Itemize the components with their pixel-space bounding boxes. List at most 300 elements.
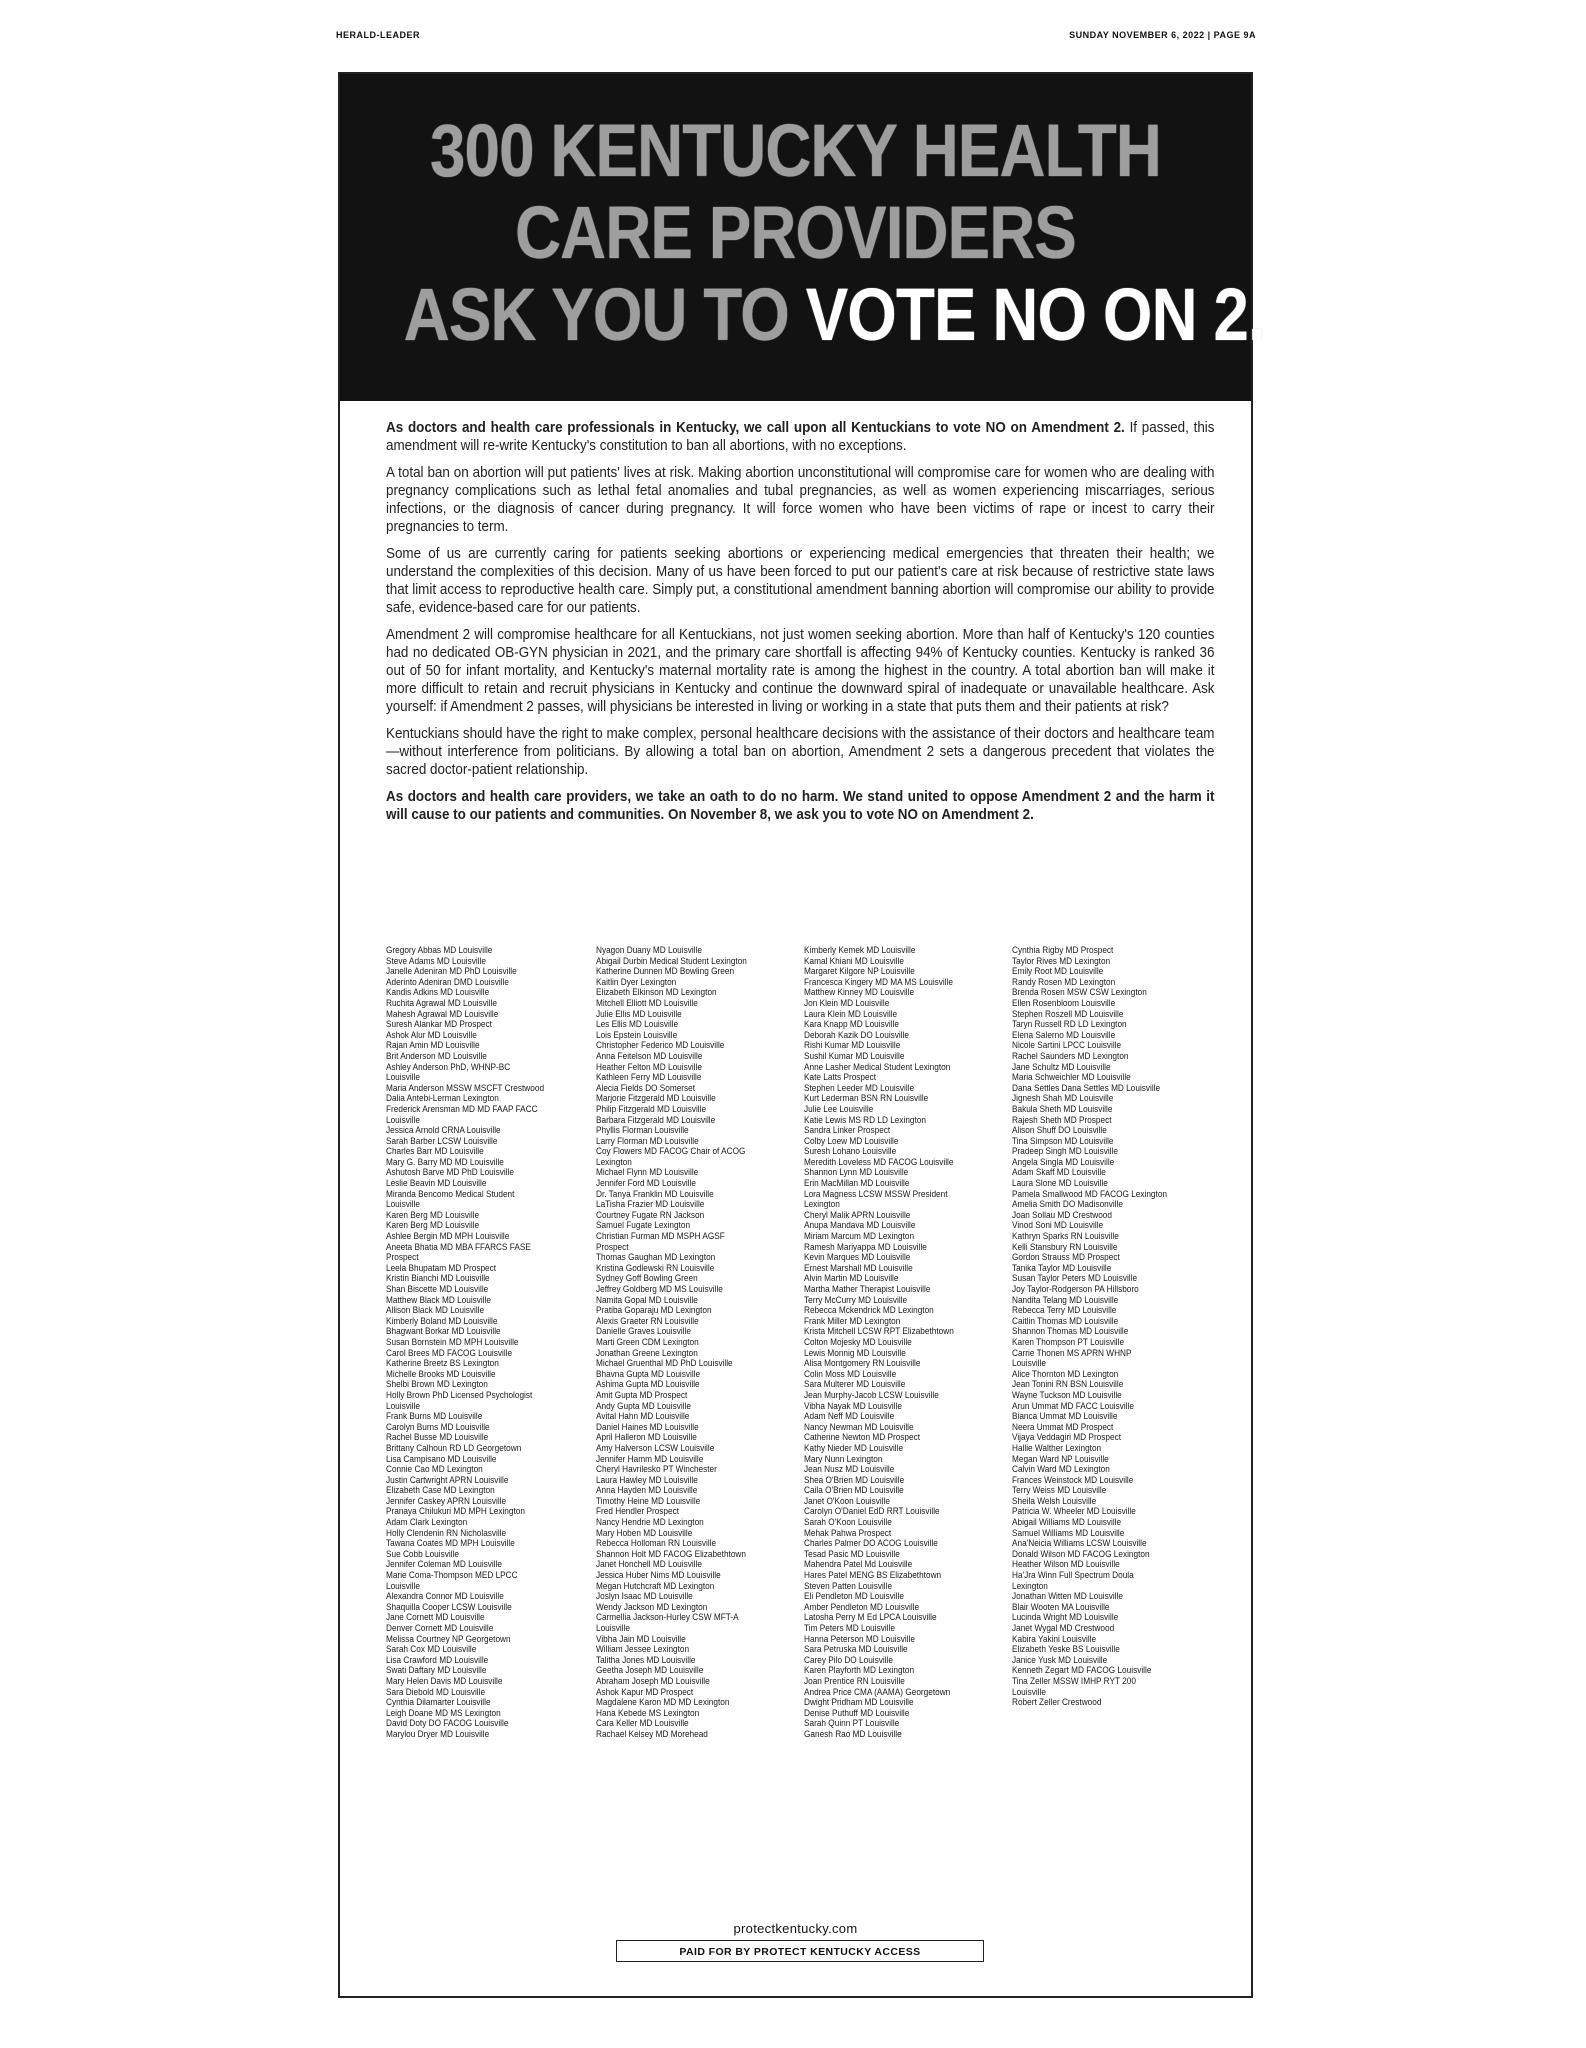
signatory-entry: Michael Flynn MD Louisville [596,1167,699,1179]
signatory-entry: Robert Zeller Crestwood [1012,1697,1102,1709]
signatory-entry: Bianca Ummat MD Louisville [1012,1411,1118,1423]
signatory-entry: Arun Ummat MD FACC Louisville [1012,1400,1134,1412]
newspaper-masthead [336,30,1256,44]
signatory-entry: Rebecca Mckendrick MD Lexington [804,1305,934,1317]
signatory-entry: Ana'Neicia Williams LCSW Louisville [1012,1538,1147,1550]
signatory-entry: Alvin Martin MD Louisville [804,1273,899,1285]
signatory-entry: Bhagwant Borkar MD Louisville [386,1326,501,1338]
signatory-entry: Sarah O'Koon Louisville [804,1517,892,1529]
signatory-entry: Jennifer Coleman MD Louisville [386,1559,503,1571]
signatory-entry: Kurt Lederman BSN RN Louisville [804,1093,929,1105]
signatory-entry: Lisa Crawford MD Louisville [386,1654,489,1666]
signatory-entry: Katie Lewis MS RD LD Lexington [804,1114,926,1126]
newspaper-name: HERALD-LEADER [336,30,420,40]
signatory-entry: Sara Petruska MD Louisville [804,1644,908,1656]
signatory-entry: Ashok Kapur MD Prospect [596,1686,694,1698]
signatory-entry: Jessica Arnold CRNA Louisville [386,1125,501,1137]
signatory-entry: Louisville [386,1072,420,1084]
signatory-entry: Kimberly Boland MD Louisville [386,1315,498,1327]
signatory-entry: Louisville [386,1114,420,1126]
signatory-entry: Vibha Nayak MD Louisville [804,1400,902,1412]
signatory-entry: Aneeta Bhatia MD MBA FFARCS FASE [386,1241,531,1253]
signatory-entry: Louisville [596,1623,630,1634]
signatory-entry: Karen Berg MD Louisville [386,1220,480,1232]
signatory-entry: Denver Cornett MD Louisville [386,1623,494,1634]
signatory-entry: Shea O'Brien MD Louisville [804,1474,905,1486]
signatory-entry: Lisa Campisano MD Louisville [386,1453,497,1465]
signatory-entry: Samuel Fugate Lexington [596,1220,691,1232]
signatory-entry: Alexandra Connor MD Louisville [386,1591,504,1603]
headline-prefix: ASK YOU TO [403,273,806,356]
signatory-entry: Louisville [386,1199,420,1211]
signatory-entry: Laura Hawley MD Louisville [596,1474,698,1486]
signatory-entry: William Jessee Lexington [596,1644,690,1656]
signatory-entry: Janice Yusk MD Louisville [1012,1654,1108,1666]
signatory-entry: Hares Patel MENG BS Elizabethtown [804,1570,942,1582]
signatory-entry: Courtney Fugate RN Jackson [596,1209,705,1221]
signatory-entry: Fred Hendler Prospect [596,1506,680,1518]
signatory-entry: Alison Shuff DO Louisville [1012,1125,1107,1137]
signatory-entry: Kate Latts Prospect [804,1072,877,1084]
signatory-entry: LaTisha Frazier MD Louisville [596,1199,705,1211]
signatory-entry: Vinod Soni MD Louisville [1012,1220,1104,1232]
signatory-entry: Randy Rosen MD Lexington [1012,976,1116,988]
signatory-entry: Andy Gupta MD Louisville [596,1400,691,1412]
signatory-entry: Mary Nunn Lexington [804,1453,883,1465]
signatory-entry: Anna Hayden MD Louisville [596,1485,698,1497]
signatory-entry: Charles Barr MD Louisville [386,1146,484,1158]
signatory-entry: Cheryl Malik APRN Louisville [804,1209,911,1221]
signatory-entry: Frank Miller MD Lexington [804,1315,901,1327]
signatory-entry: Jean Nusz MD Louisville [804,1464,895,1476]
signatory-entry: Vijaya Veddagiri MD Prospect [1012,1432,1122,1444]
signatory-entry: Leslie Beavin MD Louisville [386,1178,487,1190]
signatory-entry: Allison Black MD Louisville [386,1305,485,1317]
signatory-entry: Deborah Kazik DO Louisville [804,1029,910,1041]
signatory-entry: Shan Biscette MD Louisville [386,1284,489,1295]
signatory-entry: Latosha Perry M Ed LPCA Louisville [804,1612,937,1624]
signatory-entry: Kamal Khiani MD Louisville [804,955,904,967]
signatory-entry: Sara Diebold MD Louisville [386,1686,486,1698]
signatory-entry: Dalia Antebi-Lerman Lexington [386,1093,499,1105]
signatory-entry: Kandis Adkins MD Louisville [386,987,490,999]
signatory-entry: Michael Gruenthal MD PhD Louisville [596,1358,733,1370]
signatory-entry: Ha'Jra Winn Full Spectrum Doula [1012,1570,1134,1582]
signatory-entry: Lexington [1012,1580,1048,1592]
signatory-entry: Cara Keller MD Louisville [596,1718,689,1730]
signatory-entry: Miranda Bencomo Medical Student [386,1188,515,1200]
signatory-entry: Colin Moss MD Louisville [804,1368,897,1380]
signatory-entry: Tim Peters MD Louisville [804,1623,895,1634]
signatory-entry: Larry Florman MD Louisville [596,1135,699,1147]
signatory-entry: Bhavna Gupta MD Louisville [596,1368,701,1380]
signatory-entry: Jennifer Ford MD Louisville [596,1178,696,1190]
signatory-entry: Amy Halverson LCSW Louisville [596,1442,715,1454]
signatory-entry: Brit Anderson MD Louisville [386,1050,487,1062]
signatory-entry: Amit Gupta MD Prospect [596,1389,688,1401]
signatory-entry: Andrea Price CMA (AAMA) Georgetown [804,1686,951,1698]
signatory-entry: Stephen Roszell MD Louisville [1012,1008,1124,1020]
signatory-entry: Pradeep Singh MD Louisville [1012,1146,1118,1158]
signatory-entry: Erin MacMillan MD Louisville [804,1178,910,1190]
signatory-entry: Heather Wilson MD Louisville [1012,1559,1120,1571]
signatory-entry: Talitha Jones MD Louisville [596,1654,696,1666]
signatory-entry: Elizabeth Elkinson MD Lexington [596,987,717,999]
signatory-entry: Joan Prentice RN Louisville [804,1675,905,1687]
signatory-entry: Marti Green CDM Lexington [596,1336,699,1348]
signatory-entry: Leela Bhupatam MD Prospect [386,1262,497,1274]
signatory-entry: Mary Hoben MD Louisville [596,1527,693,1539]
signatory-entry: Christian Furman MD MSPH AGSF [596,1231,725,1243]
signatory-entry: Leigh Doane MD MS Lexington [386,1707,501,1719]
signatory-entry: Anne Lasher Medical Student Lexington [804,1061,951,1073]
signatory-entry: Jeffrey Goldberg MD MS Louisville [596,1284,723,1295]
signatory-entry: Patricia W. Wheeler MD Louisville [1012,1506,1136,1518]
signatory-entry: Matthew Kinney MD Louisville [804,987,915,999]
signatory-entry: Mitchell Elliott MD Louisville [596,997,698,1009]
signatory-entry: Miriam Marcum MD Lexington [804,1231,915,1243]
signatory-entry: Coy Flowers MD FACOG Chair of ACOG [596,1146,746,1158]
signatory-entry: Alisa Montgomery RN Louisville [804,1358,921,1370]
signatory-entry: Shannon Lynn MD Louisville [804,1167,909,1179]
signatory-entry: Holly Brown PhD Licensed Psychologist [386,1389,533,1401]
signatory-entry: Gregory Abbas MD Louisville [386,945,493,956]
signatory-entry: Jennifer Caskey APRN Louisville [386,1495,507,1507]
signatory-entry: Connie Cao MD Lexington [386,1464,483,1476]
signatory-entry: Lora Magness LCSW MSSW President [804,1188,948,1200]
signatory-entry: Ashima Gupta MD Louisville [596,1379,700,1391]
signatory-entry: Nandita Telang MD Louisville [1012,1294,1119,1306]
signatory-entry: Denise Puthuff MD Louisville [804,1707,910,1719]
signatory-entry: Sara Multerer MD Louisville [804,1379,906,1391]
signatory-entry: Philip Fitzgerald MD Louisville [596,1103,707,1115]
paragraph-1-rest: If passed, this amendment will re-write Kentucky's constitution to ban all abortions, with no exceptions. [386,420,1215,454]
signatory-entry: Brittany Calhoun RD LD Georgetown [386,1442,522,1454]
signatory-entry: Pranaya Chilukuri MD MPH Lexington [386,1506,525,1518]
signatory-entry: Les Ellis MD Louisville [596,1019,679,1031]
signatory-entry: Carolyn Burns MD Louisville [386,1421,490,1433]
signatory-entry: Katherine Dunnen MD Bowling Green [596,966,735,978]
signatory-entry: Marylou Dryer MD Louisville [386,1728,490,1740]
signatory-entry: Janet O'Koon Louisville [804,1495,890,1507]
signatory-entry: Sushil Kumar MD Louisville [804,1050,905,1062]
signatory-entry: Adam Neff MD Louisville [804,1411,895,1423]
signatory-entry: Megan Ward NP Louisville [1012,1453,1109,1465]
signatory-entry: Nancy Hendrie MD Lexington [596,1517,704,1529]
signatory-entry: Jessica Huber Nims MD Louisville [596,1570,721,1582]
signatory-entry: Rajesh Sheth MD Prospect [1012,1114,1112,1126]
signatory-entry: Sydney Goff Bowling Green [596,1273,698,1285]
signatory-entry: Rachel Saunders MD Lexington [1012,1050,1129,1062]
signatory-entry: Steven Patten Louisville [804,1580,893,1592]
signatory-entry: Donald Wilson MD FACOG Lexington [1012,1548,1150,1560]
signatory-entry: Tawana Coates MD MPH Louisville [386,1538,515,1550]
signatory-entry: Hanna Peterson MD Louisville [804,1633,915,1645]
signatory-entry: Melissa Courtney NP Georgetown [386,1633,511,1645]
page-date-label: SUNDAY NOVEMBER 6, 2022 | PAGE 9A [1069,30,1256,40]
signatory-entry: Janet Wygal MD Crestwood [1012,1623,1115,1634]
signatory-entry: Rachel Busse MD Louisville [386,1432,489,1444]
signatory-entry: Carrie Thonen MS APRN WHNP [1012,1347,1132,1359]
signatory-entry: Calvin Ward MD Lexington [1012,1464,1110,1476]
signatory-entry: Shelbi Brown MD Lexington [386,1379,488,1391]
signatory-entry: Ashutosh Barve MD PhD Louisville [386,1167,514,1179]
signatory-entry: Pamela Smallwood MD FACOG Lexington [1012,1188,1168,1200]
signatory-entry: Vibha Jain MD Louisville [596,1633,686,1645]
signatory-entry: Aderinto Adeniran DMD Louisville [386,976,509,988]
signatory-entry: Tina Simpson MD Louisville [1012,1135,1114,1147]
signatory-entry: Geetha Joseph MD Louisville [596,1665,704,1677]
headline [403,109,1265,356]
headline-emphasis: VOTE NO ON 2. [805,273,1265,356]
signatory-entry: Emily Root MD Louisville [1012,966,1104,978]
signatory-entry: Karen Playforth MD Lexington [804,1665,915,1677]
signatory-entry: Prospect [596,1241,629,1253]
signatory-entry: Kathleen Ferry MD Louisville [596,1072,702,1084]
signatory-entry: Elizabeth Yeske BS Louisville [1012,1644,1120,1656]
signatory-entry: Karen Berg MD Louisville [386,1209,480,1221]
signatory-entry: Janet Honchell MD Louisville [596,1559,702,1571]
signatory-entry: Kristin Bianchi MD Louisville [386,1273,490,1285]
signatory-entry: Caitlin Thomas MD Louisville [1012,1315,1119,1327]
signatory-entry: Nancy Newman MD Louisville [804,1421,914,1433]
signatory-entry: Joslyn Isaac MD Louisville [596,1591,693,1603]
signatory-entry: Sue Cobb Louisville [386,1548,459,1560]
signatory-entry: Anna Feitelson MD Louisville [596,1050,703,1062]
signatory-entry: Louisville [1012,1686,1046,1698]
signatory-entry: Karen Thompson PT Louisville [1012,1336,1125,1348]
signatory-entry: Alexis Graeter RN Louisville [596,1315,699,1327]
signatory-entry: Lois Epstein Louisville [596,1029,678,1041]
signatory-entry: Laura Slone MD Louisville [1012,1178,1108,1190]
signatory-entry: Carolyn O'Daniel EdD RRT Louisville [804,1506,940,1518]
signatory-entry: Timothy Heine MD Louisville [596,1495,701,1507]
signatory-entry: Susan Bornstein MD MPH Louisville [386,1336,519,1348]
signatory-entry: Tesad Pasic MD Louisville [804,1548,900,1560]
signatory-entry: Heather Felton MD Louisville [596,1061,702,1073]
signatory-entry: Kabira Yakini Louisville [1012,1633,1097,1645]
signatory-entry: Ashley Anderson PhD, WHNP-BC [386,1061,511,1073]
signatory-entry: Eli Pendleton MD Louisville [804,1591,904,1603]
signatory-entry: Colton Mojesky MD Louisville [804,1336,912,1348]
signatory-entry: Meredith Loveless MD FACOG Louisville [804,1156,954,1168]
signatory-entry: Maria Schweichler MD Louisville [1012,1072,1131,1084]
signatory-entry: Louisville [386,1400,420,1412]
signatory-entry: Kathy Nieder MD Louisville [804,1442,904,1454]
signatory-entry: Elizabeth Case MD Lexington [386,1485,495,1497]
signatory-entry: Joy Taylor-Rodgerson PA Hillsboro [1012,1284,1139,1295]
signatory-entry: Dana Settles Dana Settles MD Louisville [1012,1082,1161,1094]
signatory-entry: Hana Kebede MS Lexington [596,1707,700,1719]
signatory-entry: Shannon Thomas MD Louisville [1012,1326,1129,1338]
signatory-entry: Kaitlin Dyer Lexington [596,976,677,988]
signatory-entry: Kenneth Zegart MD FACOG Louisville [1012,1665,1152,1677]
signatory-entry: Jean Murphy-Jacob LCSW Louisville [804,1389,939,1401]
signatory-entry: Martha Mather Therapist Louisville [804,1284,931,1295]
signatory-entry: Rebecca Terry MD Louisville [1012,1305,1117,1317]
signatory-entry: Kathryn Sparks RN Louisville [1012,1231,1119,1243]
signatory-entry: Kristina Godlewski RN Louisville [596,1262,715,1274]
headline-line-2: CARE PROVIDERS [515,191,1076,274]
signatory-entry: Cheryl Havrilesko PT Winchester [596,1464,717,1476]
signatory-entry: Abigail Durbin Medical Student Lexington [596,955,747,967]
signatory-entry: Michelle Brooks MD Louisville [386,1368,496,1380]
signatory-entry: Catherine Newton MD Prospect [804,1432,921,1444]
signatory-entry: Ernest Marshall MD Louisville [804,1262,913,1274]
signatory-entry: Lexington [804,1199,840,1211]
signatory-entry: Alice Thornton MD Lexington [1012,1368,1119,1380]
signatory-entry: Neera Ummat MD Prospect [1012,1421,1114,1433]
signatories-column-2 [596,946,802,1741]
signatory-entry: Pratiba Goparaju MD Lexington [596,1305,712,1317]
paragraph-3: Some of us are currently caring for patients seeking abortions or experiencing medical emergencies that threaten their health; we understand the complexities of this decision. Many of us have been forced to put our patient's care at risk because of restrictive state laws that limit access to reproductive health care. Simply put, a constitutional amendment banning abortion will compromise our ability to provide safe, evidence-based care for our patients. [386,546,1215,616]
signatory-entry: Lucinda Wright MD Louisville [1012,1612,1119,1624]
signatory-entry: Brenda Rosen MSW CSW Lexington [1012,987,1147,999]
signatory-entry: Sarah Barber LCSW Louisville [386,1135,498,1147]
signatories-column-3 [804,946,1010,1741]
signatory-entry: Nicole Sartini LPCC Louisville [1012,1040,1122,1052]
signatory-entry: Wayne Tuckson MD Louisville [1012,1389,1122,1401]
signatories-column-4 [1012,946,1218,1709]
signatory-entry: Holly Clendenin RN Nicholasville [386,1527,507,1539]
signatory-entry: Rajan Amin MD Louisville [386,1040,480,1052]
signatory-entry: Terry Weiss MD Louisville [1012,1485,1107,1497]
signatory-entry: Amelia Smith DO Madisonville [1012,1199,1123,1211]
paid-for-disclaimer: PAID FOR BY PROTECT KENTUCKY ACCESS [616,1940,984,1962]
signatory-entry: Angela Singla MD Louisville [1012,1156,1115,1168]
paragraph-1 [386,419,1215,455]
signatory-entry: Ashok Alur MD Louisville [386,1029,477,1041]
signatory-entry: Marjorie Fitzgerald MD Louisville [596,1093,716,1105]
signatory-entry: Caila O'Brien MD Louisville [804,1485,904,1497]
signatory-entry: Namita Gopal MD Louisville [596,1294,698,1306]
signatory-entry: Rachael Kelsey MD Morehead [596,1728,708,1740]
signatory-entry: Elena Salerno MD Louisville [1012,1029,1116,1041]
signatory-entry: April Halleron MD Louisville [596,1432,697,1444]
signatory-entry: Phyllis Florman Louisville [596,1125,689,1137]
signatory-entry: Marie Coma-Thompson MED LPCC [386,1570,518,1582]
signatory-entry: Carol Brees MD FACOG Louisville [386,1347,513,1359]
signatory-entry: Frank Burns MD Louisville [386,1411,483,1423]
signatory-entry: Swati Daftary MD Louisville [386,1665,487,1677]
signatory-entry: Janelle Adeniran MD PhD Louisville [386,966,517,978]
signatory-entry: Maria Anderson MSSW MSCFT Crestwood [386,1082,545,1094]
signatory-entry: Matthew Black MD Louisville [386,1294,492,1306]
signatory-entry: Francesca Kingery MD MA MS Louisville [804,976,954,988]
signatory-entry: Ashlee Bergin MD MPH Louisville [386,1231,510,1243]
paragraph-2: A total ban on abortion will put patients' lives at risk. Making abortion unconstitutional will compromise care for women who are dealing with pregnancy complications such as lethal fetal anomalies and tubal pregnancies, as well as women experiencing miscarriages, serious infections, or the diagnosis of cancer during pregnancy. It will force women who have been victims of rape or incest to carry their pregnancies to term. [386,465,1215,535]
signatory-entry: Shannon Holt MD FACOG Elizabethtown [596,1548,746,1560]
signatory-entry: Jignesh Shah MD Louisville [1012,1093,1114,1105]
signatory-entry: Magdalene Karon MD MD Lexington [596,1697,730,1709]
signatory-entry: Jonathan Greene Lexington [596,1347,698,1359]
signatory-entry: Jane Cornett MD Louisville [386,1612,485,1624]
signatory-entry: Julie Ellis MD Louisville [596,1008,682,1020]
signatory-entry: Krista Mitchell LCSW RPT Elizabethtown [804,1326,954,1338]
signatory-entry: Megan Hutchcraft MD Lexington [596,1580,715,1592]
signatory-entry: Suresh Alankar MD Prospect [386,1019,492,1031]
signatory-entry: Suresh Lohano Louisville [804,1146,897,1158]
signatories-column-1 [386,946,592,1741]
signatory-entry: Katherine Breetz BS Lexington [386,1358,499,1370]
signatory-entry: Nyagon Duany MD Louisville [596,945,702,956]
signatory-entry: Charles Palmer DO ACOG Louisville [804,1538,938,1550]
signatory-entry: Rishi Kumar MD Louisville [804,1040,901,1052]
signatory-entry: Mary G. Barry MD MD Louisville [386,1156,504,1168]
signatory-entry: Cynthia Rigby MD Prospect [1012,945,1114,956]
headline-line-1: 300 KENTUCKY HEALTH [430,109,1161,192]
signatory-entry: Mahesh Agrawal MD Louisville [386,1008,499,1020]
signatory-entry: Laura Klein MD Louisville [804,1008,898,1020]
signatory-entry: Shaquilla Cooper LCSW Louisville [386,1601,512,1613]
signatory-entry: Gordon Strauss MD Prospect [1012,1252,1120,1264]
signatory-entry: Jon Klein MD Louisville [804,997,890,1009]
signatory-entry: Abigail Williams MD Louisville [1012,1517,1122,1529]
signatory-entry: Ruchita Agrawal MD Louisville [386,997,497,1009]
signatory-entry: Ganesh Rao MD Louisville [804,1728,902,1740]
paragraph-4: Amendment 2 will compromise healthcare for all Kentuckians, not just women seeking abortion. More than half of Kentucky's 120 counties had no dedicated OB-GYN physician in 2021, and the primary care shortfall is affecting 94% of Kentucky counties. Kentucky is ranked 36 out of 50 for infant mortality, and Kentucky's maternal mortality rate is among the highest in the country. A total abortion ban will make it more difficult to retain and recruit physicians in Kentucky and continue the downward spiral of inadequate or unavailable healthcare. Ask yourself: if Amendment 2 passes, will physicians be interested in living or working in a state that puts them and their patients at risk? [386,627,1215,715]
signatory-entry: Dr. Tanya Franklin MD Louisville [596,1188,714,1200]
ad-body [386,419,1216,833]
signatory-entry: Mary Helen Davis MD Louisville [386,1675,503,1687]
signatory-entry: Margaret Kilgore NP Louisville [804,966,915,978]
signatory-entry: Tanika Taylor MD Louisville [1012,1262,1112,1274]
signatory-entry: Rebecca Holloman RN Louisville [596,1538,717,1550]
signatory-entry: Mahendra Patel Md Louisville [804,1559,913,1571]
paragraph-5: Kentuckians should have the right to make complex, personal healthcare decisions with the assistance of their doctors and healthcare team—without interference from politicians. By allowing a total ban on abortion, Amendment 2 sets a dangerous precedent that violates the sacred doctor-patient relationship. [386,726,1215,778]
signatories-list [386,946,1216,1926]
signatory-entry: Jane Schultz MD Louisville [1012,1061,1111,1073]
signatory-entry: Ramesh Mariyappa MD Louisville [804,1241,927,1253]
signatory-entry: Frances Weinstock MD Louisville [1012,1474,1134,1486]
signatory-entry: Sarah Cox MD Louisville [386,1644,477,1656]
signatory-entry: Susan Taylor Peters MD Louisville [1012,1273,1138,1285]
signatory-entry: Lexington [596,1156,632,1168]
signatory-entry: Kimberly Kemek MD Louisville [804,945,916,956]
signatory-entry: David Doty DO FACOG Louisville [386,1718,509,1730]
signatory-entry: Justin Cartwright APRN Louisville [386,1474,509,1486]
signatory-entry: Taryn Russell RD LD Lexington [1012,1019,1127,1031]
website-url: protectkentucky.com [733,1921,858,1936]
signatory-entry: Amber Pendleton MD Louisville [804,1601,920,1613]
signatory-entry: Abraham Joseph MD Louisville [596,1675,710,1687]
signatory-entry: Terry McCurry MD Louisville [804,1294,908,1306]
signatory-entry: Adam Skaff MD Louisville [1012,1167,1106,1179]
signatory-entry: Steve Adams MD Louisville [386,955,486,967]
signatory-entry: Lewis Monnig MD Louisville [804,1347,906,1359]
signatory-entry: Carmellia Jackson-Hurley CSW MFT-A [596,1612,739,1624]
signatory-entry: Samuel Williams MD Louisville [1012,1527,1125,1539]
paragraph-1-lead: As doctors and health care professionals in Kentucky, we call upon all Kentuckians to vote NO on Amendment 2. [386,420,1125,436]
signatory-entry: Alecia Fields DO Somerset [596,1082,696,1094]
advertisement [338,72,1265,1998]
signatory-entry: Kelli Stansbury RN Louisville [1012,1241,1118,1253]
headline-banner [340,74,1265,401]
signatory-entry: Jonathan Witten MD Louisville [1012,1591,1123,1603]
signatory-entry: Louisville [1012,1358,1046,1370]
headline-line-3 [403,273,1265,356]
signatory-entry: Joan Sollau MD Crestwood [1012,1209,1112,1221]
signatory-entry: Kara Knapp MD Louisville [804,1019,899,1031]
signatory-entry: Christopher Federico MD Louisville [596,1040,725,1052]
signatory-entry: Thomas Gaughan MD Lexington [596,1252,716,1264]
signatory-entry: Jean Tonini RN BSN Louisville [1012,1379,1124,1391]
signatory-entry: Anupa Mandava MD Louisville [804,1220,916,1232]
signatory-entry: Bakula Sheth MD Louisville [1012,1103,1113,1115]
signatory-entry: Stephen Leeder MD Louisville [804,1082,915,1094]
signatory-entry: Adam Clark Lexington [386,1517,468,1529]
signatory-entry: Louisville [386,1580,420,1592]
